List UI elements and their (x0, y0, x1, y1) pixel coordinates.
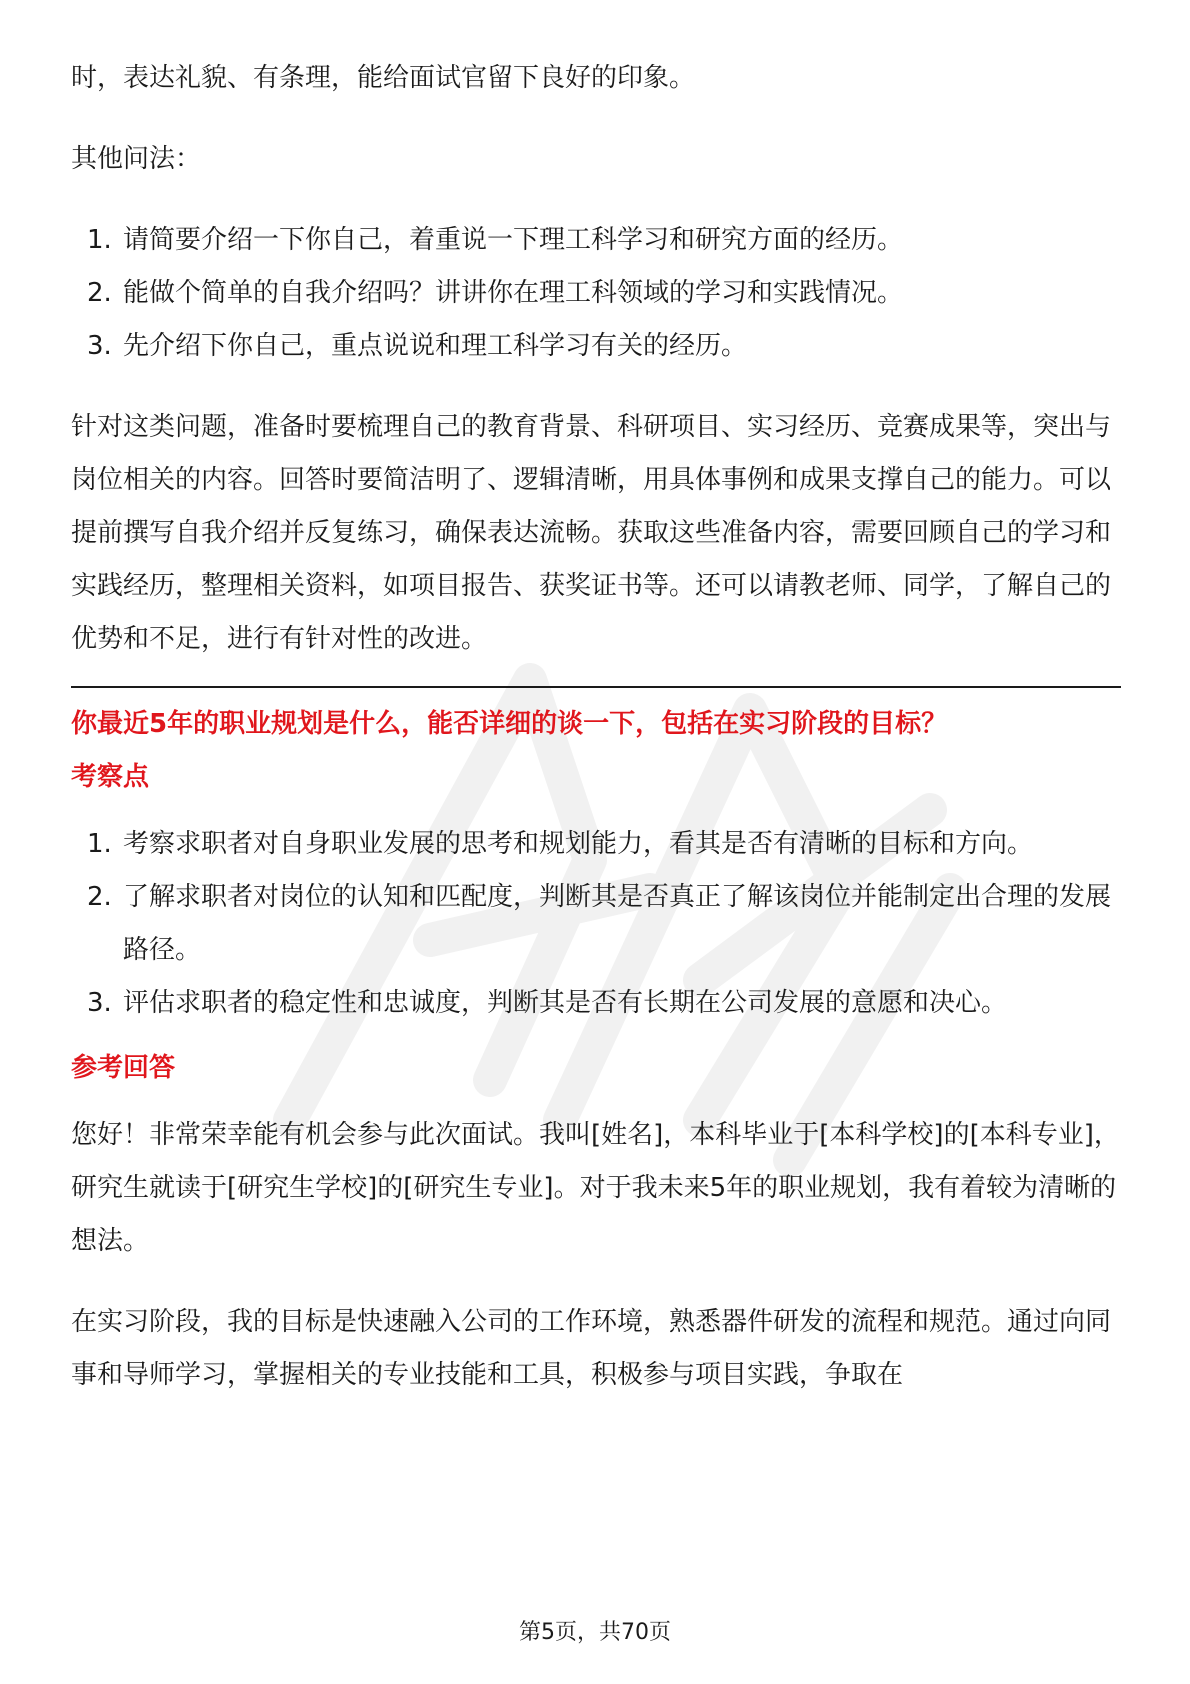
list-item-text: 先介绍下你自己，重点说说和理工科学习有关的经历。 (123, 331, 748, 361)
list-number: 1. (87, 829, 112, 859)
list-item-text: 评估求职者的稳定性和忠诚度，判断其是否有长期在公司发展的意愿和决心。 (123, 988, 1008, 1018)
assessment-points-label: 考察点 (71, 762, 150, 792)
other-questions-label: 其他问法： (71, 144, 202, 174)
list-item (71, 214, 1121, 267)
list-item (71, 320, 1121, 373)
list-item-text: 请简要介绍一下你自己，着重说一下理工科学习和研究方面的经历。 (123, 225, 904, 255)
list-number: 1. (87, 225, 112, 255)
interview-question: 你最近5年的职业规划是什么，能否详细的谈一下，包括在实习阶段的目标？ (71, 709, 948, 739)
list-item (71, 871, 1121, 977)
list-number: 3. (87, 331, 112, 361)
list-number: 2. (87, 882, 112, 912)
page-footer: 第5页，共70页 (519, 1620, 671, 1645)
answer-paragraph: 在实习阶段，我的目标是快速融入公司的工作环境，熟悉器件研发的流程和规范。通过向同事和导师学习，掌握相关的专业技能和工具，积极参与项目实践，争取在 (71, 1307, 1112, 1390)
list-item (71, 818, 1121, 871)
other-questions-list (71, 214, 1121, 373)
reference-answer-label: 参考回答 (71, 1053, 176, 1083)
list-item (71, 267, 1121, 320)
intro-continuation: 时，表达礼貌、有条理，能给面试官留下良好的印象。 (71, 63, 696, 93)
list-item (71, 977, 1121, 1030)
answer-paragraph: 您好！非常荣幸能有机会参与此次面试。我叫[姓名]，本科毕业于[本科学校]的[本科专业]，研究生就读于[研究生学校]的[研究生专业]。对于我未来5年的职业规划，我有着较为清晰的想法。 (71, 1120, 1120, 1256)
preparation-paragraph: 针对这类问题，准备时要梳理自己的教育背景、科研项目、实习经历、竞赛成果等，突出与岗位相关的内容。回答时要简洁明了、逻辑清晰，用具体事例和成果支撑自己的能力。可以提前撰写自我介绍并反复练习，确保表达流畅。获取这些准备内容，需要回顾自己的学习和实践经历，整理相关资料，如项目报告、获奖证书等。还可以请教老师、同学，了解自己的优势和不足，进行有针对性的改进。 (71, 412, 1112, 654)
section-divider (71, 686, 1121, 688)
assessment-points-list (71, 818, 1121, 1030)
main-content (71, 52, 1121, 1402)
list-item-text: 能做个简单的自我介绍吗？讲讲你在理工科领域的学习和实践情况。 (123, 278, 904, 308)
list-number: 2. (87, 278, 112, 308)
list-number: 3. (87, 988, 112, 1018)
list-item-text: 考察求职者对自身职业发展的思考和规划能力，看其是否有清晰的目标和方向。 (123, 829, 1034, 859)
list-item-text: 了解求职者对岗位的认知和匹配度，判断其是否真正了解该岗位并能制定出合理的发展路径。 (123, 882, 1112, 965)
